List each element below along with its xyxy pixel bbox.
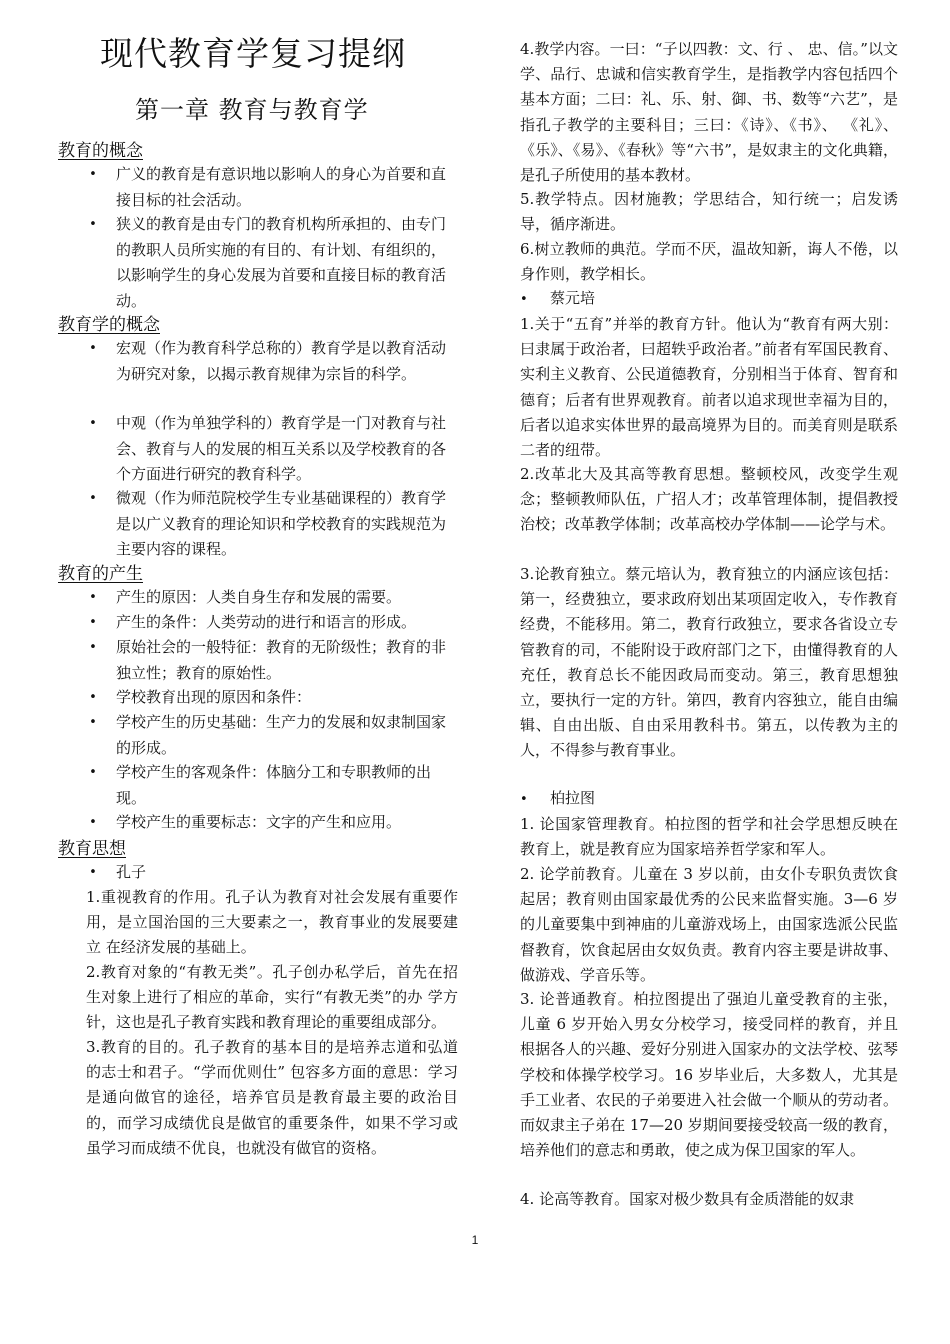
- list-item: • 中观（作为单独学科的）教育学是一门对教育与社会、教育与人的发展的相互关系以及学校教育的各个方面进行研究的教育科学。: [86, 411, 458, 488]
- bullet-icon: •: [89, 341, 97, 356]
- bullet-icon: •: [89, 615, 97, 630]
- section-heading-concept: 教育的概念: [58, 141, 143, 161]
- paragraph: 4. 论高等教育。国家对极少数具有金质潜能的奴隶: [520, 1190, 855, 1208]
- paragraph: 2. 论学前教育。儿童在 3 岁以前，由女仆专职负责饮食起居；教育则由国家最优秀的公民来监督实施。3—6 岁的儿童要集中到神庙的儿童游戏场上，由国家选派公民监督教育，饮食起居由女奴负责。教育内容主要是讲故事、做游戏、学音乐等。: [520, 865, 898, 984]
- paragraph: 2.改革北大及其高等教育思想。整顿校风，改变学生观念；整顿教师队伍，广招人才；改革管理体制，提倡教授治校；改革教学体制；改革高校办学体制——论学与术。: [520, 465, 898, 534]
- paragraph: 1. 论国家管理教育。柏拉图的哲学和社会学思想反映在教育上，就是教育应为国家培养哲学家和军人。: [520, 815, 898, 859]
- bullet-icon: •: [520, 792, 528, 807]
- bullet-icon: •: [89, 491, 97, 506]
- list-item: • 孔子: [86, 860, 458, 886]
- list-item: • 学校产生的历史基础：生产力的发展和奴隶制国家的形成。: [86, 710, 458, 761]
- bullet-icon: •: [89, 690, 97, 705]
- bullet-icon: •: [520, 292, 528, 307]
- list-item: • 学校教育出现的原因和条件：: [86, 685, 458, 711]
- paragraph: 5.教学特点。因材施教；学思结合，知行统一；启发诱导，循序渐进。: [520, 190, 898, 234]
- list-item: • 宏观（作为教育科学总称的）教育学是以教育活动为研究对象，以揭示教育规律为宗旨的科学。: [86, 336, 458, 387]
- paragraph: 4.教学内容。一曰：“子以四教：文、行 、 忠、信。”以文学、品行、忠诚和信实教育学生，是指教学内容包括四个基本方面；二曰：礼、乐、射、御、书、数等“六艺”，是指孔子教学的主要科目；三曰：《诗》、《书》、 《礼》、《乐》、《易》、《春秋》等“六书”，是奴隶主的文化典籍，是孔子所使用的基本教材。: [520, 40, 898, 185]
- bullet-icon: •: [89, 715, 97, 730]
- bullet-icon: •: [89, 640, 97, 655]
- list-item: • 柏拉图: [520, 789, 596, 807]
- bullet-icon: •: [89, 167, 97, 182]
- paragraph: 1.重视教育的作用。孔子认为教育对社会发展有重要作用，是立国治国的三大要素之一，教育事业的发展要建 立 在经济发展的基础上。: [86, 888, 458, 957]
- list-item: • 学校产生的客观条件：体脑分工和专职教师的出现。: [86, 760, 458, 811]
- bullet-icon: •: [89, 865, 97, 880]
- paragraph: 1.关于“五育”并举的教育方针。他认为“教育有两大别：曰隶属于政治者，曰超轶乎政治者。”前者有军国民教育、实利主义教育、公民道德教育，分别相当于体育、智育和德育；后者有世界观教育。前者以追求现世幸福为目的，后者以追求实体世界的最高境界为目的。而美育则是联系二者的纽带。: [520, 315, 898, 460]
- paragraph: 3. 论普通教育。柏拉图提出了强迫儿童受教育的主张，儿童 6 岁开始入男女分校学习，接受同样的教育，并且根据各人的兴趣、爱好分别进入国家办的文法学校、弦琴学校和体操学校学习。16 岁毕业后，大多数人，尤其是手工业者、农民的子弟要进入社会做一个顺从的劳动者。而奴隶主子弟在 17—20 岁期间要接受较高一级的教育，培养他们的意志和勇敢，使之成为保卫国家的军人。: [520, 990, 898, 1160]
- paragraph: 6.树立教师的典范。学而不厌，温故知新，诲人不倦，以身作则，教学相长。: [520, 240, 898, 284]
- chapter-heading: 第一章 教育与教育学: [135, 96, 369, 124]
- bullet-icon: •: [89, 815, 97, 830]
- list-item: • 蔡元培: [520, 289, 596, 307]
- list-item: • 狭义的教育是由专门的教育机构所承担的、由专门的教职人员所实施的有目的、有计划、有组织的，以影响学生的身心发展为首要和直接目标的教育活动。: [86, 212, 458, 314]
- bullet-icon: •: [89, 416, 97, 431]
- paragraph: 2.教育对象的“有教无类”。孔子创办私学后，首先在招生对象上进行了相应的革命，实行“有教无类”的办 学方针，这也是孔子教育实践和教育理论的重要组成部分。: [86, 963, 458, 1032]
- list-item: • 原始社会的一般特征：教育的无阶级性；教育的非独立性；教育的原始性。: [86, 635, 458, 686]
- section-heading-origin: 教育的产生: [58, 564, 143, 584]
- list-item: • 产生的条件：人类劳动的进行和语言的形成。: [86, 610, 458, 636]
- list-item: • 学校产生的重要标志：文字的产生和应用。: [86, 810, 458, 836]
- page-number: 1: [471, 1233, 479, 1247]
- bullet-icon: •: [89, 217, 97, 232]
- bullet-icon: •: [89, 590, 97, 605]
- list-item: • 广义的教育是有意识地以影响人的身心为首要和直接目标的社会活动。: [86, 162, 458, 213]
- list-item: • 产生的原因：人类自身生存和发展的需要。: [86, 585, 458, 611]
- page-title: 现代教育学复习提纲: [100, 34, 406, 73]
- paragraph: 3.论教育独立。蔡元培认为，教育独立的内涵应该包括：第一，经费独立，要求政府划出某项固定收入，专作教育经费，不能移用。第二，教育行政独立，要求各省设立专管教育的司，不能附设于政府部门之下，由懂得教育的人充任，教育总长不能因政局而变动。第三，教育思想独立，要执行一定的方针。第四，教育内容独立，能自由编辑、自由出版、自由采用教科书。第五，以传教为主的人，不得参与教育事业。: [520, 565, 898, 760]
- list-item: • 微观（作为师范院校学生专业基础课程的）教育学是以广义教育的理论知识和学校教育的实践规范为主要内容的课程。: [86, 486, 458, 563]
- bullet-icon: •: [89, 765, 97, 780]
- paragraph: 3.教育的目的。孔子教育的基本目的是培养志道和弘道的志士和君子。“学而优则仕” 包容多方面的意思：学习是通向做官的途径，培养官员是教育最主要的政治目的，而学习成绩优良是做官的重要条件，如果不学习或虽学习而成绩不优良，也就没有做官的资格。: [86, 1038, 458, 1157]
- section-heading-thought: 教育思想: [58, 839, 126, 859]
- section-heading-pedagogy: 教育学的概念: [58, 315, 160, 335]
